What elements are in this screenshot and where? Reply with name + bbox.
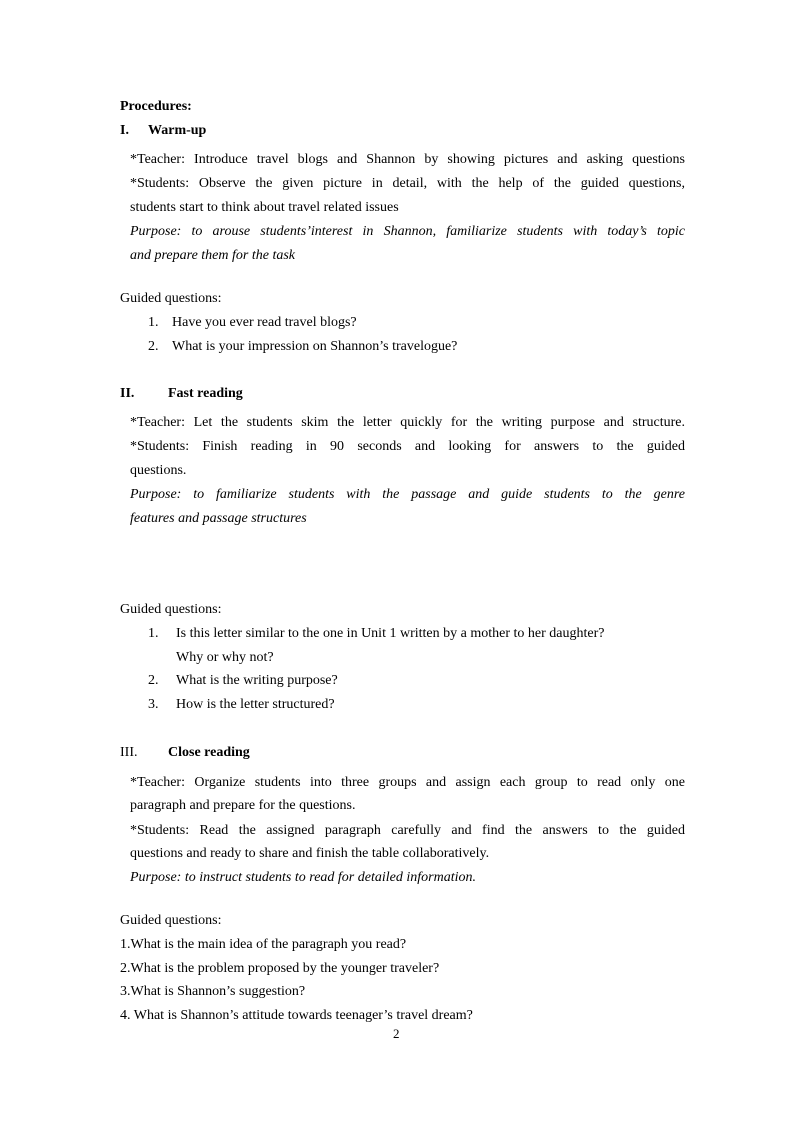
section-3-question-2: 2.What is the problem proposed by the younger traveler? [120, 961, 440, 976]
section-2-numeral: II. [120, 386, 135, 401]
section-2-students-line-1: *Students: Finish reading in 90 seconds and looking for answers to the guided [130, 439, 685, 454]
section-2-question-1: Is this letter similar to the one in Unit 1 written by a mother to her daughter? [176, 626, 605, 641]
section-3-purpose: Purpose: to instruct students to read for detailed information. [130, 870, 476, 885]
section-2-question-3: How is the letter structured? [176, 697, 335, 712]
section-3-teacher-line-1: *Teacher: Organize students into three groups and assign each group to read only one [130, 775, 685, 790]
section-3-question-3: 3.What is Shannon’s suggestion? [120, 984, 306, 999]
procedures-heading: Procedures: [120, 99, 192, 114]
section-1-question-2: What is your impression on Shannon’s travelogue? [172, 339, 458, 354]
section-2-purpose-line-2: features and passage structures [130, 511, 307, 526]
section-2-question-2: What is the writing purpose? [176, 673, 338, 688]
section-2-question-1-number: 1. [148, 626, 159, 641]
section-1-teacher: *Teacher: Introduce travel blogs and Shannon by showing pictures and asking questions [130, 152, 685, 167]
section-1-students-line-1: *Students: Observe the given picture in detail, with the help of the guided questions, [130, 176, 685, 191]
section-1-question-1-number: 1. [148, 315, 159, 330]
section-1-title: Warm-up [148, 123, 207, 138]
section-1-question-1: Have you ever read travel blogs? [172, 315, 357, 330]
section-2-students-line-2: questions. [130, 463, 187, 478]
section-3-title: Close reading [168, 745, 250, 760]
section-2-purpose-line-1: Purpose: to familiarize students with the passage and guide students to the genre [130, 487, 685, 502]
section-1-question-2-number: 2. [148, 339, 159, 354]
section-3-students-line-2: questions and ready to share and finish the table collaboratively. [130, 846, 490, 861]
section-3-numeral: III. [120, 745, 138, 760]
section-3-teacher-line-2: paragraph and prepare for the questions. [130, 798, 356, 813]
page-number: 2 [393, 1026, 400, 1041]
section-1-purpose-line-1: Purpose: to arouse students’interest in Shannon, familiarize students with today’s topic [130, 224, 685, 239]
section-2-question-3-number: 3. [148, 697, 159, 712]
section-2-question-2-number: 2. [148, 673, 159, 688]
section-1-numeral: I. [120, 123, 129, 138]
section-2-guided-label: Guided questions: [120, 602, 222, 617]
section-3-question-1: 1.What is the main idea of the paragraph you read? [120, 937, 407, 952]
section-2-title: Fast reading [168, 386, 243, 401]
section-2-question-1-cont: Why or why not? [176, 650, 274, 665]
section-3-question-4: 4. What is Shannon’s attitude towards teenager’s travel dream? [120, 1008, 473, 1023]
section-3-guided-label: Guided questions: [120, 913, 222, 928]
section-3-students-line-1: *Students: Read the assigned paragraph carefully and find the answers to the guided [130, 823, 685, 838]
section-1-students-line-2: students start to think about travel related issues [130, 200, 399, 215]
section-1-purpose-line-2: and prepare them for the task [130, 248, 295, 263]
section-2-teacher: *Teacher: Let the students skim the letter quickly for the writing purpose and structure. [130, 415, 685, 430]
section-1-guided-label: Guided questions: [120, 291, 222, 306]
